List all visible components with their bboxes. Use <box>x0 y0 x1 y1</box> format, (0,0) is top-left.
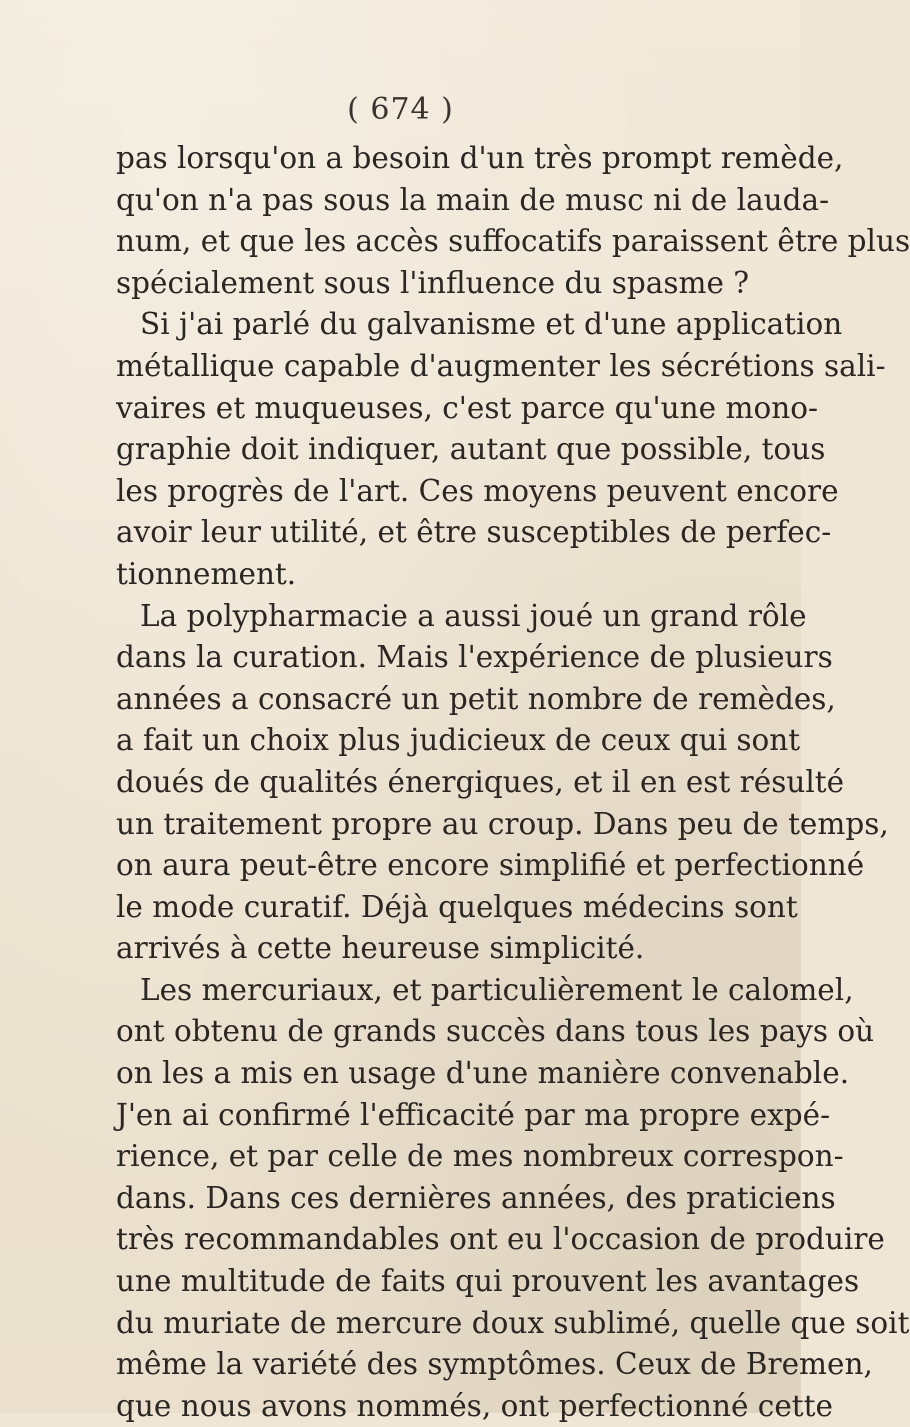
text-line: même la variété des symptômes. Ceux de Bremen, <box>116 1347 873 1382</box>
text-line: années a consacré un petit nombre de remèdes, <box>116 681 836 716</box>
text-line: qu'on n'a pas sous la main de musc ni de lauda- <box>116 182 830 217</box>
page-number: ( 674 ) <box>347 92 454 127</box>
text-line: on les a mis en usage d'une manière convenable. <box>116 1056 850 1091</box>
text-line: num, et que les accès suffocatifs paraissent être plus <box>116 224 910 259</box>
text-line: métallique capable d'augmenter les sécrétions sali- <box>116 348 886 383</box>
text-line: doués de qualités énergiques, et il en est résulté <box>116 764 845 799</box>
text-line: graphie doit indiquer, autant que possible, tous <box>116 432 826 467</box>
text-line: le mode curatif. Déjà quelques médecins sont <box>116 889 798 924</box>
text-line: un traitement propre au croup. Dans peu de temps, <box>116 806 889 841</box>
text-line: une multitude de faits qui prouvent les avantages <box>116 1264 860 1299</box>
paragraph-start-line: La polypharmacie a aussi joué un grand rôle <box>140 598 807 633</box>
text-line: vaires et muqueuses, c'est parce qu'une mono- <box>116 390 818 425</box>
paragraph-start-line: Si j'ai parlé du galvanisme et d'une application <box>140 307 843 342</box>
text-line: avoir leur utilité, et être susceptibles de perfec- <box>116 515 832 550</box>
text-line: très recommandables ont eu l'occasion de produire <box>116 1222 885 1257</box>
text-line: dans. Dans ces dernières années, des praticiens <box>116 1180 836 1215</box>
text-line: dans la curation. Mais l'expérience de plusieurs <box>116 640 833 675</box>
text-line: arrivés à cette heureuse simplicité. <box>116 931 645 966</box>
text-line: J'en ai confirmé l'efficacité par ma propre expé- <box>116 1097 831 1132</box>
text-line: ont obtenu de grands succès dans tous les pays où <box>116 1014 875 1049</box>
text-line: pas lorsqu'on a besoin d'un très prompt remède, <box>116 141 844 175</box>
body-text <box>116 138 910 1427</box>
paragraph-start-line: Les mercuriaux, et particulièrement le calomel, <box>140 972 854 1007</box>
text-line: rience, et par celle de mes nombreux correspon- <box>116 1139 844 1174</box>
text-line: on aura peut-être encore simplifié et perfectionné <box>116 848 865 883</box>
text-line: les progrès de l'art. Ces moyens peuvent encore <box>116 473 839 508</box>
text-line: spécialement sous l'influence du spasme ? <box>116 265 750 300</box>
text-line: a fait un choix plus judicieux de ceux qui sont <box>116 723 801 758</box>
text-line: tionnement. <box>116 556 297 591</box>
text-line: du muriate de mercure doux sublimé, quelle que soit <box>116 1305 910 1340</box>
text-line: que nous avons nommés, ont perfectionné cette <box>116 1388 833 1423</box>
